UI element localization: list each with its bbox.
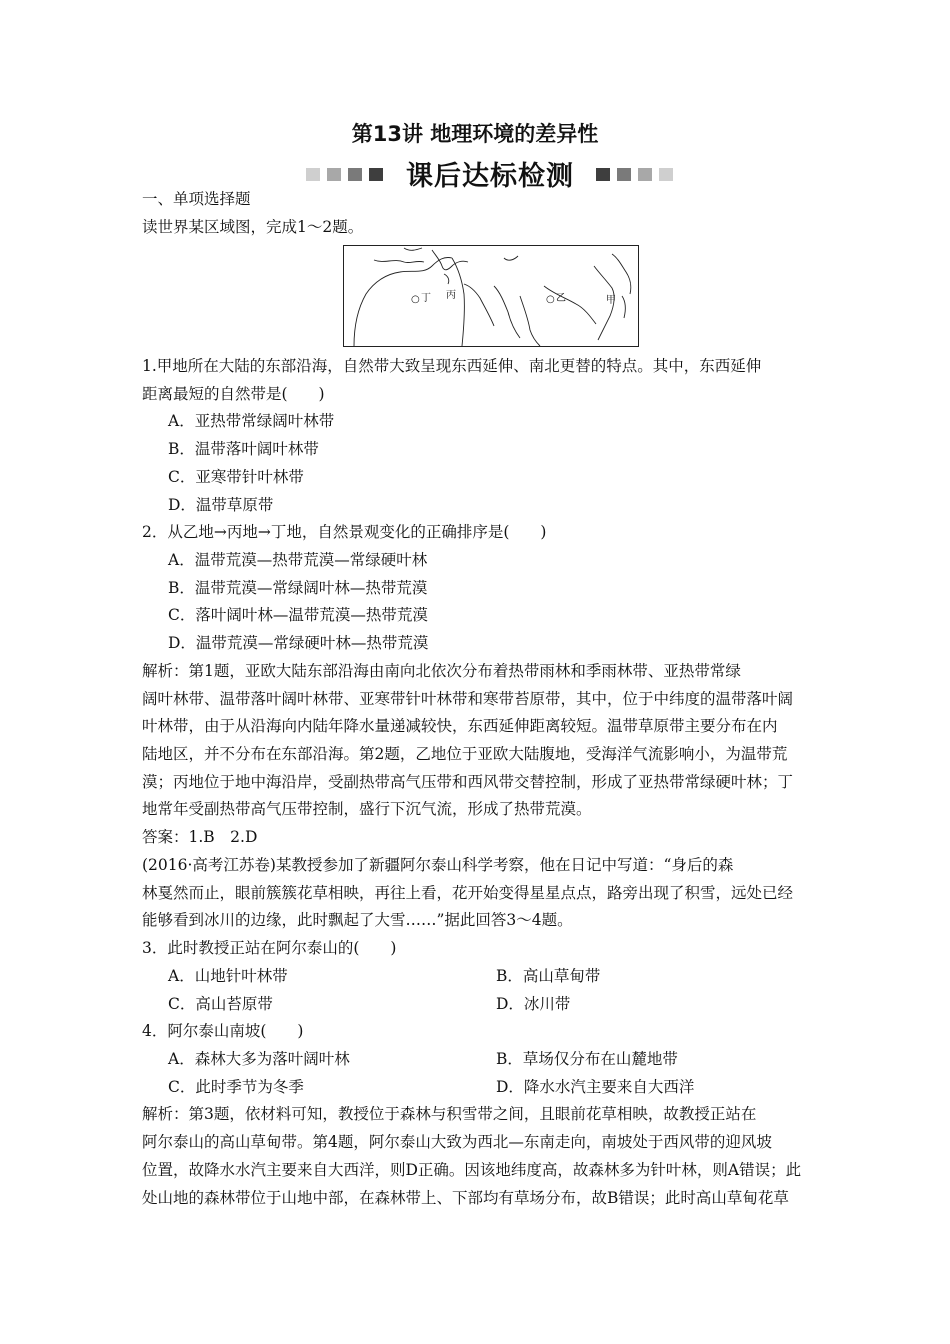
q1-stem-line1: 1.甲地所在大陆的东部沿海，自然带大致呈现东西延伸、南北更替的特点。其中，东西延伸 bbox=[142, 357, 762, 375]
banner-square-right-4 bbox=[659, 168, 673, 181]
map-marker-yi: ○ bbox=[546, 294, 555, 305]
material-line2: 林戛然而止，眼前簇簇花草相映，再往上看，花开始变得星星点点，路旁出现了积雪，远处已经 bbox=[142, 884, 794, 902]
map-marker-ding: ○ bbox=[411, 294, 420, 305]
analysis2-line3: 位置，故降水水汽主要来自大西洋，则D正确。因该地纬度高，故森林多为针叶林，则A错误；此 bbox=[142, 1161, 802, 1179]
q2-option-c: C．落叶阔叶林—温带荒漠—热带荒漠 bbox=[168, 606, 428, 624]
map-label-jia: 甲 bbox=[606, 295, 616, 306]
q3-option-b: B．高山草甸带 bbox=[496, 967, 601, 985]
material-line1: (2016·高考江苏卷)某教授参加了新疆阿尔泰山科学考察，他在日记中写道：“身后的森 bbox=[142, 856, 734, 874]
banner-title: 课后达标检测 bbox=[406, 161, 574, 192]
q4-option-b: B．草场仅分布在山麓地带 bbox=[496, 1050, 678, 1068]
q2-option-b: B．温带荒漠—常绿阔叶林—热带荒漠 bbox=[168, 579, 428, 597]
q1-option-c: C．亚寒带针叶林带 bbox=[168, 468, 304, 486]
world-region-map bbox=[343, 245, 639, 347]
q4-option-d: D．降水水汽主要来自大西洋 bbox=[496, 1078, 695, 1096]
section-intro: 读世界某区域图，完成1～2题。 bbox=[142, 218, 364, 236]
banner-square-right-3 bbox=[638, 168, 652, 181]
map-label-bing: 丙 bbox=[446, 290, 456, 301]
section-banner bbox=[300, 152, 680, 192]
q1-option-d: D．温带草原带 bbox=[168, 496, 274, 514]
analysis2-line2: 阿尔泰山的高山草甸带。第4题，阿尔泰山大致为西北—东南走向，南坡处于西风带的迎风坡 bbox=[142, 1133, 772, 1151]
q4-option-c: C．此时季节为冬季 bbox=[168, 1078, 304, 1096]
analysis2-line4: 处山地的森林带位于山地中部，在森林带上、下部均有草场分布，故B错误；此时高山草甸花草 bbox=[142, 1189, 789, 1207]
q2-stem: 2．从乙地→丙地→丁地，自然景观变化的正确排序是( ) bbox=[142, 523, 547, 541]
q3-option-d: D．冰川带 bbox=[496, 995, 571, 1013]
analysis2-line1: 解析：第3题，依材料可知，教授位于森林与积雪带之间，且眼前花草相映，故教授正站在 bbox=[142, 1105, 757, 1123]
q1-option-b: B．温带落叶阔叶林带 bbox=[168, 440, 319, 458]
q1-stem-line2: 距离最短的自然带是( ) bbox=[142, 385, 325, 403]
q2-option-d: D．温带荒漠—常绿硬叶林—热带荒漠 bbox=[168, 634, 429, 652]
map-label-yi: 乙 bbox=[556, 293, 566, 304]
analysis1-line5: 漠；丙地位于地中海沿岸，受副热带高气压带和西风带交替控制，形成了亚热带常绿硬叶林；丁 bbox=[142, 773, 794, 791]
section-heading: 一、单项选择题 bbox=[142, 190, 251, 208]
banner-square-left-2 bbox=[327, 168, 341, 181]
map-coastlines bbox=[344, 246, 638, 346]
q3-option-c: C．高山苔原带 bbox=[168, 995, 273, 1013]
analysis1-line4: 陆地区，并不分布在东部沿海。第2题，乙地位于亚欧大陆腹地，受海洋气流影响小，为温带荒 bbox=[142, 745, 788, 763]
analysis1-line3: 叶林带，由于从沿海向内陆年降水量递减较快，东西延伸距离较短。温带草原带主要分布在内 bbox=[142, 717, 778, 735]
banner-square-left-4 bbox=[369, 168, 383, 181]
banner-square-left-3 bbox=[348, 168, 362, 181]
banner-square-right-1 bbox=[596, 168, 610, 181]
analysis1-line2: 阔叶林带、温带落叶阔叶林带、亚寒带针叶林带和寒带苔原带，其中，位于中纬度的温带落叶阔 bbox=[142, 690, 794, 708]
q1-option-a: A．亚热带常绿阔叶林带 bbox=[168, 412, 335, 430]
analysis1-line6: 地常年受副热带高气压带控制，盛行下沉气流，形成了热带荒漠。 bbox=[142, 800, 592, 818]
q4-option-a: A．森林大多为落叶阔叶林 bbox=[168, 1050, 350, 1068]
lesson-title: 第13讲 地理环境的差异性 bbox=[351, 122, 599, 146]
answer1: 答案：1.B 2.D bbox=[142, 828, 258, 846]
q3-option-a: A．山地针叶林带 bbox=[168, 967, 288, 985]
q4-stem: 4．阿尔泰山南坡( ) bbox=[142, 1022, 304, 1040]
q3-stem: 3．此时教授正站在阿尔泰山的( ) bbox=[142, 939, 397, 957]
q2-option-a: A．温带荒漠—热带荒漠—常绿硬叶林 bbox=[168, 551, 428, 569]
analysis1-line1: 解析：第1题，亚欧大陆东部沿海由南向北依次分布着热带雨林和季雨林带、亚热带常绿 bbox=[142, 662, 741, 680]
map-label-ding: 丁 bbox=[421, 293, 431, 304]
material-line3: 能够看到冰川的边缘，此时飘起了大雪……”据此回答3～4题。 bbox=[142, 911, 573, 929]
banner-square-right-2 bbox=[617, 168, 631, 181]
banner-square-left-1 bbox=[306, 168, 320, 181]
